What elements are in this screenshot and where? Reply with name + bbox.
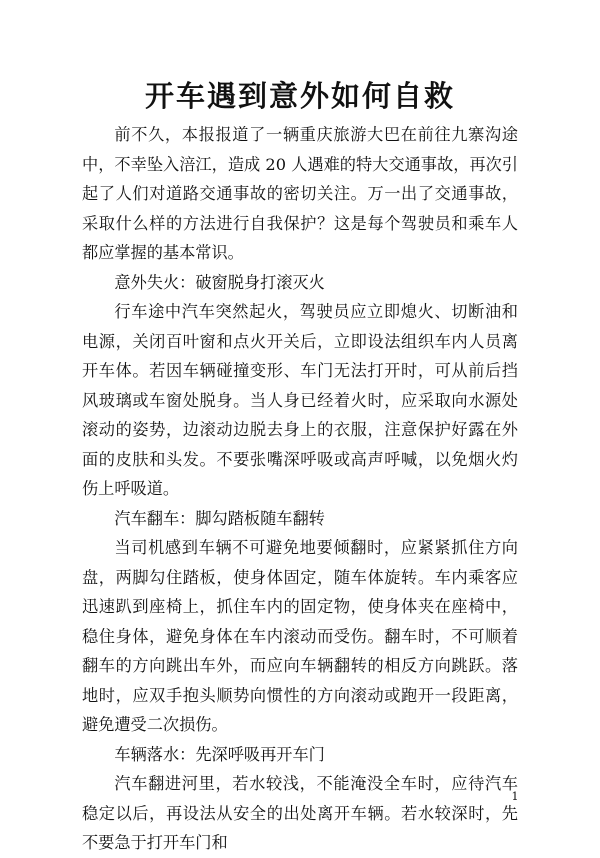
article-body: [82, 120, 518, 858]
paragraph-water: 汽车翻进河里，若水较浅，不能淹没全车时，应待汽车稳定以后，再设法从安全的出处离开车辆。若水较深时，先不要急于打开车门和: [82, 774, 518, 852]
page-number: 1: [511, 790, 519, 803]
paragraph-fire: 行车途中汽车突然起火，驾驶员应立即熄火、切断油和电源，关闭百叶窗和点火开关后，立即设法组织车内人员离开车体。若因车辆碰撞变形、车门无法打开时，可从前后挡风玻璃或车窗处脱身。当人身已经着火时，应采取向水源处滚动的姿势，边滚动边脱去身上的衣服，注意保护好露在外面的皮肤和头发。不要张嘴深呼吸或高声呼喊，以免烟火灼伤上呼吸道。: [82, 302, 518, 498]
section-heading-fire: 意外失火：破窗脱身打滚灭火: [114, 272, 325, 292]
paragraph-intro: 前不久，本报报道了一辆重庆旅游大巴在前往九寨沟途中，不幸坠入涪江，造成 20 人遇难的特大交通事故，再次引起了人们对道路交通事故的密切关注。万一出了交通事故，采取什么样的方法进行自我保护？这是每个驾驶员和乘车人都应掌握的基本常识。: [82, 125, 518, 262]
section-heading-water: 车辆落水：先深呼吸再开车门: [114, 744, 325, 764]
page-title: 开车遇到意外如何自救: [144, 79, 455, 113]
paragraph-rollover: 当司机感到车辆不可避免地要倾翻时，应紧紧抓住方向盘，两脚勾住踏板，使身体固定，随车体旋转。车内乘客应迅速趴到座椅上，抓住车内的固定物，使身体夹在座椅中，稳住身体，避免身体在车内滚动而受伤。翻车时，不可顺着翻车的方向跳出车外，而应向车辆翻转的相反方向跳跃。落地时，应双手抱头顺势向惯性的方向滚动或跑开一段距离，避免遭受二次损伤。: [82, 538, 518, 734]
section-heading-rollover: 汽车翻车：脚勾踏板随车翻转: [114, 508, 325, 528]
